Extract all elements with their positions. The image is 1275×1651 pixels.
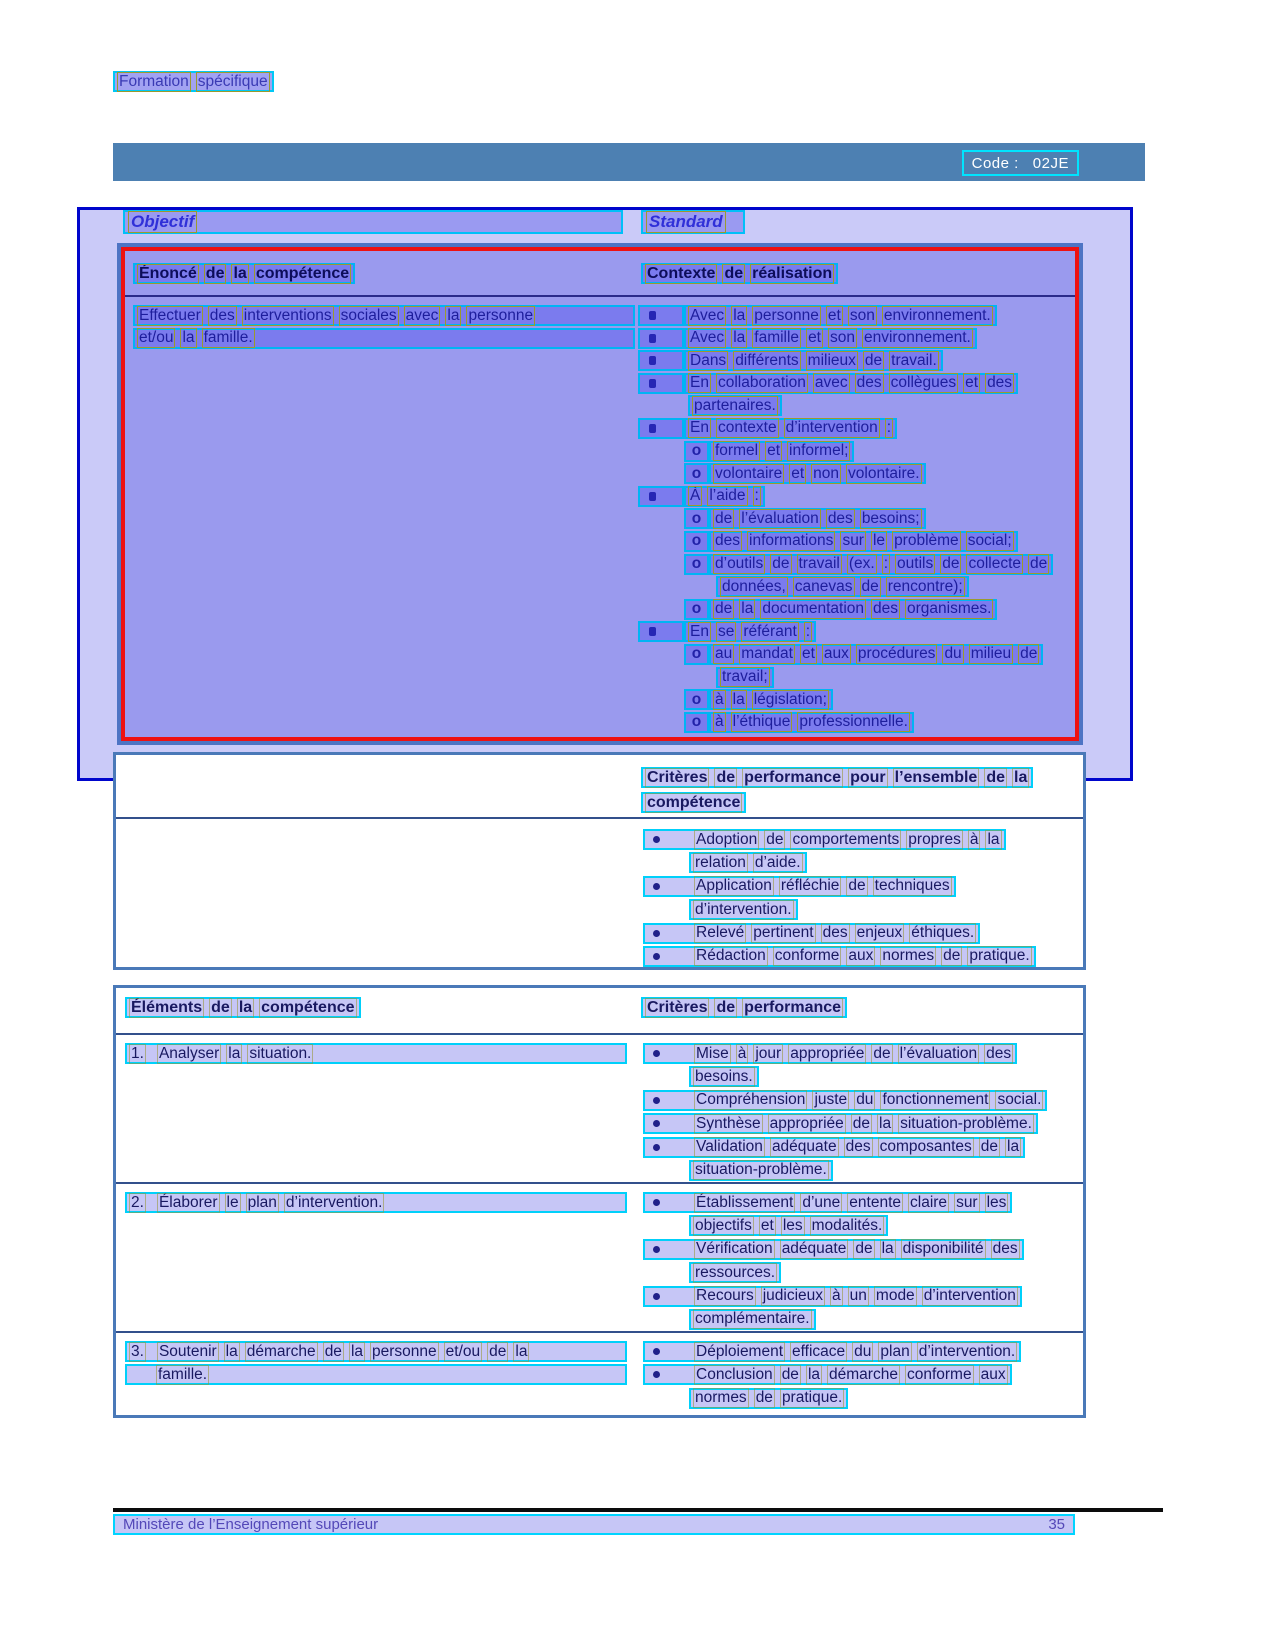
footer-ministry: Ministère de l’Enseignement supérieur — [123, 1516, 379, 1533]
bullet-icon — [653, 1144, 660, 1151]
highlight-bar: au mandat et aux procédures du milieu de — [709, 644, 1043, 665]
highlight-bar: Vérification adéquate de la disponibilité des — [643, 1239, 1024, 1260]
highlight-bar: besoins. — [689, 1066, 759, 1087]
text-line — [133, 305, 635, 328]
text-line — [638, 599, 1053, 622]
highlight-bar: et/ou la famille. — [133, 328, 635, 349]
text-line — [638, 621, 1053, 644]
highlight-bar: à l’éthique professionnelle. — [709, 712, 914, 733]
bullet-icon — [653, 836, 660, 843]
highlight-bar: Conclusion de la démarche conforme aux — [643, 1364, 1012, 1385]
highlight-bar: 2. Élaborer le plan d’intervention. — [125, 1192, 627, 1213]
element-2-criteria — [643, 1192, 1024, 1332]
footer-rule — [113, 1508, 1163, 1512]
highlight-bar: objectifs et les modalités. — [689, 1215, 888, 1236]
highlight-bar: Mise à jour appropriée de l’évaluation des — [643, 1043, 1017, 1064]
highlight-bar: formel et informel; — [709, 441, 854, 462]
code-badge: Code : 02JE — [962, 150, 1079, 176]
text-line — [638, 508, 1053, 531]
highlight-bar: Critères de performance — [641, 997, 847, 1018]
text-line — [638, 576, 1053, 599]
text-line — [638, 373, 1053, 396]
bullet-icon — [653, 1050, 660, 1057]
table-row — [116, 1035, 1083, 1184]
highlight-bar: Compréhension juste du fonctionnement social. — [643, 1090, 1047, 1111]
highlight-bar: Critères de performance pour l’ensemble de la — [641, 767, 1033, 788]
highlight-bar: Énoncé de la compétence — [133, 263, 355, 284]
criteres-ensemble-header-line1 — [641, 767, 1033, 790]
highlight-bar: Dans différents milieux de travail. — [684, 350, 943, 371]
sub-bullet-icon: o — [684, 531, 709, 552]
bullet-icon — [638, 305, 684, 326]
bullet-icon — [653, 1348, 660, 1355]
bullet-icon — [653, 1097, 660, 1104]
text-line — [125, 997, 361, 1020]
highlight-bar: normes de pratique. — [689, 1388, 848, 1409]
bullet-icon — [638, 621, 684, 642]
text-line — [638, 531, 1053, 554]
sub-bullet-icon: o — [684, 463, 709, 484]
highlight-bar: à la législation; — [709, 689, 833, 710]
highlight-bar: Effectuer des interventions sociales avec la personne — [133, 305, 635, 326]
text-line — [643, 852, 1036, 875]
highlight-bar: Rédaction conforme aux normes de pratique. — [643, 946, 1036, 967]
objectif-heading-text: Objectif — [131, 212, 195, 231]
text-line — [638, 395, 1053, 418]
highlight-bar: données, canevas de rencontre); — [716, 576, 969, 597]
highlight-bar: Validation adéquate des composantes de la — [643, 1137, 1025, 1158]
sub-bullet-icon: o — [684, 554, 709, 575]
bullet-icon — [653, 1120, 660, 1127]
sub-bullet-icon: o — [684, 508, 709, 529]
criteres-ensemble-list — [643, 829, 1036, 969]
sub-bullet-icon: o — [684, 712, 709, 733]
bullet-icon — [653, 1199, 660, 1206]
text-line — [641, 997, 847, 1020]
text-line — [113, 71, 274, 94]
highlight-bar: Éléments de la compétence — [125, 997, 361, 1018]
element-2 — [125, 1192, 627, 1215]
element-1 — [125, 1043, 627, 1066]
text-line — [638, 486, 1053, 509]
text-line — [643, 1090, 1047, 1113]
highlight-bar: complémentaire. — [689, 1309, 816, 1330]
criteres-ensemble-table — [113, 752, 1086, 970]
text-line — [133, 263, 355, 286]
sub-bullet-icon: o — [684, 689, 709, 710]
highlight-bar: d’intervention. — [689, 899, 798, 920]
text-line — [641, 792, 746, 815]
text-line — [643, 946, 1036, 969]
text-line — [638, 305, 1053, 328]
sub-bullet-icon: o — [684, 644, 709, 665]
highlight-bar: de la documentation des organismes. — [709, 599, 997, 620]
highlight-bar: 3. Soutenir la démarche de la personne et/ou de la — [125, 1341, 627, 1362]
competence-context-table-inner — [121, 247, 1079, 741]
text-line — [643, 876, 1036, 899]
highlight-bar: travail; — [716, 667, 774, 688]
text-line — [643, 1066, 1047, 1089]
highlight-bar: d’outils de travail (ex. : outils de collecte de — [709, 554, 1053, 575]
criteres-ensemble-header-row — [116, 755, 1083, 819]
text-line — [638, 554, 1053, 577]
element-1-criteria — [643, 1043, 1047, 1183]
table-row — [116, 1333, 1083, 1415]
competence-statement — [133, 305, 635, 350]
bullet-icon — [653, 930, 660, 937]
highlight-bar: relation d’aide. — [689, 852, 807, 873]
text-line — [643, 1341, 1021, 1364]
highlight-bar: Application réfléchie de techniques — [643, 876, 956, 897]
text-line — [643, 1137, 1047, 1160]
elements-competence-header — [125, 997, 361, 1020]
highlight-bar: Contexte de réalisation — [641, 263, 838, 284]
highlight-bar: partenaires. — [688, 395, 782, 416]
contexte-realisation-header — [641, 263, 838, 286]
text-line — [643, 1286, 1024, 1309]
bullet-icon — [638, 328, 684, 349]
enonce-competence-header — [133, 263, 355, 286]
competence-context-table — [117, 243, 1083, 745]
text-line — [638, 463, 1053, 486]
sub-bullet-icon: o — [684, 441, 709, 462]
footer — [113, 1514, 1075, 1535]
highlight-bar: Avec la personne et son environnement. — [684, 305, 997, 326]
text-line — [643, 1215, 1024, 1238]
element-3-criteria — [643, 1341, 1021, 1411]
criteres-performance-header — [641, 997, 847, 1020]
highlight-bar: de l’évaluation des besoins; — [709, 508, 926, 529]
text-line — [638, 350, 1053, 373]
text-line — [638, 667, 1053, 690]
highlight-bar: Déploiement efficace du plan d’intervention. — [643, 1341, 1021, 1362]
bullet-icon — [653, 953, 660, 960]
text-line — [643, 1043, 1047, 1066]
highlight-bar: des informations sur le problème social; — [709, 531, 1018, 552]
bullet-icon — [653, 883, 660, 890]
elements-criteres-header-row — [116, 988, 1083, 1035]
highlight-bar: Adoption de comportements propres à la — [643, 829, 1006, 850]
highlight-bar: Formation spécifique — [113, 71, 274, 92]
table1-header-divider — [125, 295, 1075, 297]
text-line — [643, 1364, 1021, 1387]
text-line — [643, 829, 1036, 852]
text-line — [125, 1043, 627, 1066]
text-line — [643, 1388, 1021, 1411]
highlight-bar: 1. Analyser la situation. — [125, 1043, 627, 1064]
text-line — [643, 923, 1036, 946]
highlight-bar: volontaire et non volontaire. — [709, 463, 926, 484]
highlight-bar: situation-problème. — [689, 1160, 833, 1181]
objectif-heading — [123, 210, 623, 234]
bullet-icon — [638, 373, 684, 394]
text-line — [638, 441, 1053, 464]
code-header-bar — [113, 143, 1145, 181]
highlight-bar: Synthèse appropriée de la situation-problème. — [643, 1113, 1038, 1134]
text-line — [638, 689, 1053, 712]
text-line — [643, 1309, 1024, 1332]
highlight-bar: famille. — [125, 1364, 627, 1385]
standard-heading — [641, 210, 745, 234]
text-line — [638, 418, 1053, 441]
text-line — [643, 1192, 1024, 1215]
table-row — [116, 1184, 1083, 1333]
bullet-icon — [653, 1371, 660, 1378]
text-line — [638, 644, 1053, 667]
sub-bullet-icon: o — [684, 599, 709, 620]
highlight-bar: En collaboration avec des collègues et des — [684, 373, 1018, 394]
highlight-bar: À l’aide : — [684, 486, 765, 507]
text-line — [643, 1160, 1047, 1183]
highlight-bar: En contexte d’intervention : — [684, 418, 897, 439]
highlight-bar: Établissement d’une entente claire sur les — [643, 1192, 1012, 1213]
text-line — [643, 899, 1036, 922]
elements-criteres-table — [113, 985, 1086, 1418]
text-line — [638, 328, 1053, 351]
text-line — [643, 1262, 1024, 1285]
criteres-ensemble-header-line2 — [641, 792, 746, 815]
formation-specifique-label — [113, 71, 274, 94]
highlight-bar: ressources. — [689, 1262, 781, 1283]
bullet-icon — [638, 486, 684, 507]
text-line — [125, 1341, 627, 1364]
text-line — [638, 712, 1053, 735]
bullet-icon — [653, 1293, 660, 1300]
text-line — [643, 1239, 1024, 1262]
highlight-bar: Avec la famille et son environnement. — [684, 328, 977, 349]
text-line — [125, 1192, 627, 1215]
bullet-icon — [638, 350, 684, 371]
bullet-icon — [638, 418, 684, 439]
element-3 — [125, 1341, 627, 1388]
text-line — [641, 767, 1033, 790]
text-line — [125, 1364, 627, 1387]
highlight-bar: Recours judicieux à un mode d’intervention — [643, 1286, 1022, 1307]
text-line — [133, 328, 635, 351]
bullet-icon — [653, 1246, 660, 1253]
footer-page-number: 35 — [1048, 1516, 1065, 1533]
highlight-bar: compétence — [641, 792, 746, 813]
contexte-realisation-list — [638, 305, 1053, 734]
text-line — [643, 1113, 1047, 1136]
highlight-bar: En se référant : — [684, 621, 816, 642]
highlight-bar: Relevé pertinent des enjeux éthiques. — [643, 923, 980, 944]
standard-heading-text: Standard — [649, 212, 723, 231]
text-line — [641, 263, 838, 286]
